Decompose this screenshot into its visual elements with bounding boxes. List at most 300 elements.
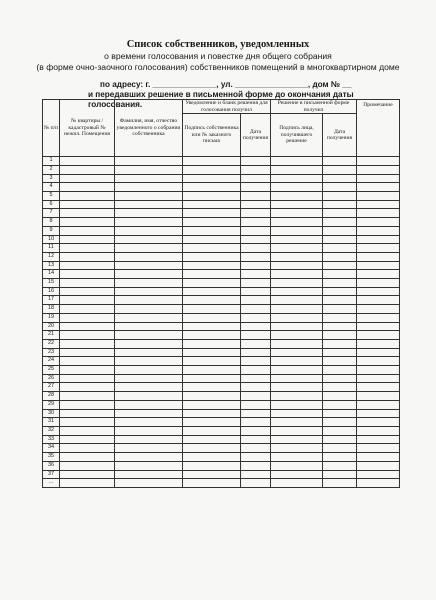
table-cell xyxy=(241,226,271,235)
table-cell xyxy=(241,218,271,227)
table-cell xyxy=(241,244,271,253)
table-cell xyxy=(357,479,400,488)
table-cell xyxy=(271,279,323,288)
table-cell xyxy=(115,374,183,383)
row-number: 9 xyxy=(43,226,60,235)
table-row xyxy=(43,313,400,322)
table-cell xyxy=(271,331,323,340)
table-cell xyxy=(357,226,400,235)
table-cell xyxy=(115,183,183,192)
row-number: 35 xyxy=(43,453,60,462)
table-cell xyxy=(115,418,183,427)
table-cell xyxy=(357,339,400,348)
table-cell xyxy=(60,444,115,453)
table-cell xyxy=(271,192,323,201)
table-cell xyxy=(60,339,115,348)
table-cell xyxy=(183,157,241,166)
table-cell xyxy=(241,426,271,435)
table-row xyxy=(43,470,400,479)
header-decision-group: Решение в письменной форме получил xyxy=(271,100,357,114)
row-number: 8 xyxy=(43,218,60,227)
table-row xyxy=(43,374,400,383)
table-cell xyxy=(60,383,115,392)
table-cell xyxy=(323,183,357,192)
row-number: 18 xyxy=(43,305,60,314)
table-cell xyxy=(183,392,241,401)
table-cell xyxy=(323,270,357,279)
table-cell xyxy=(357,174,400,183)
table-row xyxy=(43,383,400,392)
table-cell xyxy=(357,435,400,444)
table-cell xyxy=(241,305,271,314)
table-cell xyxy=(115,235,183,244)
header-decision-date: Дата получения xyxy=(323,114,357,157)
table-cell xyxy=(357,261,400,270)
table-cell xyxy=(241,183,271,192)
table-cell xyxy=(183,235,241,244)
table-cell xyxy=(357,252,400,261)
table-cell xyxy=(115,426,183,435)
table-cell xyxy=(323,287,357,296)
table-cell xyxy=(323,313,357,322)
table-cell xyxy=(357,392,400,401)
header-note: Примечание xyxy=(357,100,400,157)
table-cell xyxy=(357,244,400,253)
table-cell xyxy=(323,357,357,366)
table-cell xyxy=(60,287,115,296)
table-cell xyxy=(357,165,400,174)
table-cell xyxy=(60,426,115,435)
table-cell xyxy=(115,192,183,201)
table-cell xyxy=(183,426,241,435)
table-cell xyxy=(271,209,323,218)
row-number: 1 xyxy=(43,157,60,166)
table-cell xyxy=(271,226,323,235)
table-cell xyxy=(323,392,357,401)
table-cell xyxy=(357,470,400,479)
table-cell xyxy=(357,157,400,166)
table-cell xyxy=(115,279,183,288)
table-cell xyxy=(241,157,271,166)
table-cell xyxy=(60,305,115,314)
table-cell xyxy=(183,261,241,270)
table-cell xyxy=(323,209,357,218)
table-row xyxy=(43,174,400,183)
table-row xyxy=(43,444,400,453)
table-cell xyxy=(241,374,271,383)
table-cell xyxy=(60,322,115,331)
table-cell xyxy=(323,374,357,383)
table-cell xyxy=(241,287,271,296)
table-cell xyxy=(323,400,357,409)
table-row xyxy=(43,235,400,244)
table-row xyxy=(43,392,400,401)
table-cell xyxy=(115,313,183,322)
row-number: 12 xyxy=(43,252,60,261)
title-line-3: (в форме очно-заочного голосования) собственников помещений в многоквартирном доме xyxy=(36,62,400,72)
table-cell xyxy=(183,479,241,488)
table-row xyxy=(43,357,400,366)
table-cell xyxy=(115,252,183,261)
table-row xyxy=(43,296,400,305)
table-cell xyxy=(241,252,271,261)
row-number: 10 xyxy=(43,235,60,244)
table-cell xyxy=(183,331,241,340)
table-cell xyxy=(241,174,271,183)
row-number: 37 xyxy=(43,470,60,479)
table-cell xyxy=(323,200,357,209)
table-cell xyxy=(60,244,115,253)
table-cell xyxy=(323,322,357,331)
table-cell xyxy=(60,313,115,322)
table-cell xyxy=(357,348,400,357)
table-cell xyxy=(357,200,400,209)
table-cell xyxy=(271,479,323,488)
table-cell xyxy=(115,296,183,305)
table-cell xyxy=(183,435,241,444)
table-row xyxy=(43,409,400,418)
title-line-2: о времени голосования и повестке дня общего собрания xyxy=(104,51,332,61)
table-cell xyxy=(183,444,241,453)
table-row xyxy=(43,400,400,409)
table-cell xyxy=(271,261,323,270)
table-cell xyxy=(241,209,271,218)
table-cell xyxy=(271,366,323,375)
table-cell xyxy=(183,400,241,409)
row-number: 27 xyxy=(43,383,60,392)
table-cell xyxy=(183,209,241,218)
table-row xyxy=(43,418,400,427)
header-decision-signature: Подпись лица, получившего решение xyxy=(271,114,323,157)
table-cell xyxy=(60,392,115,401)
table-cell xyxy=(357,218,400,227)
table-row xyxy=(43,209,400,218)
table-row xyxy=(43,331,400,340)
table-cell xyxy=(60,261,115,270)
table-cell xyxy=(183,374,241,383)
table-cell xyxy=(271,165,323,174)
table-cell xyxy=(323,226,357,235)
table-cell xyxy=(271,183,323,192)
table-cell xyxy=(241,235,271,244)
table-cell xyxy=(241,453,271,462)
table-cell xyxy=(357,400,400,409)
table-cell xyxy=(323,305,357,314)
table-cell xyxy=(115,435,183,444)
table-cell xyxy=(115,226,183,235)
table-row xyxy=(43,270,400,279)
table-cell xyxy=(357,453,400,462)
table-cell xyxy=(60,418,115,427)
table-cell xyxy=(323,218,357,227)
table-cell xyxy=(241,296,271,305)
table-row xyxy=(43,287,400,296)
table-cell xyxy=(183,183,241,192)
table-cell xyxy=(115,200,183,209)
table-cell xyxy=(323,165,357,174)
table-cell xyxy=(271,244,323,253)
table-cell xyxy=(60,165,115,174)
row-number: ... xyxy=(43,479,60,488)
table-cell xyxy=(323,366,357,375)
row-number: 16 xyxy=(43,287,60,296)
table-cell xyxy=(115,244,183,253)
row-number: 32 xyxy=(43,426,60,435)
table-cell xyxy=(357,383,400,392)
table-row xyxy=(43,453,400,462)
table-cell xyxy=(60,296,115,305)
table-cell xyxy=(357,305,400,314)
row-number: 6 xyxy=(43,200,60,209)
table-row xyxy=(43,461,400,470)
table-cell xyxy=(115,174,183,183)
table-cell xyxy=(60,270,115,279)
table-cell xyxy=(323,426,357,435)
table-row xyxy=(43,157,400,166)
table-cell xyxy=(183,252,241,261)
table-cell xyxy=(323,453,357,462)
table-cell xyxy=(60,409,115,418)
row-number: 14 xyxy=(43,270,60,279)
table-row xyxy=(43,339,400,348)
table-cell xyxy=(241,461,271,470)
table-cell xyxy=(323,261,357,270)
table-cell xyxy=(60,331,115,340)
table-cell xyxy=(241,322,271,331)
table-cell xyxy=(115,479,183,488)
table-cell xyxy=(323,192,357,201)
table-cell xyxy=(357,426,400,435)
table-cell xyxy=(60,226,115,235)
table-cell xyxy=(183,322,241,331)
table-cell xyxy=(271,252,323,261)
table-cell xyxy=(183,174,241,183)
table-row xyxy=(43,226,400,235)
table-cell xyxy=(271,174,323,183)
table-cell xyxy=(241,331,271,340)
table-cell xyxy=(183,244,241,253)
table-cell xyxy=(241,270,271,279)
row-number: 22 xyxy=(43,339,60,348)
table-cell xyxy=(115,383,183,392)
table-cell xyxy=(115,392,183,401)
table-row xyxy=(43,183,400,192)
table-row xyxy=(43,479,400,488)
table-cell xyxy=(115,261,183,270)
table-cell xyxy=(115,400,183,409)
table-cell xyxy=(271,453,323,462)
table-cell xyxy=(60,209,115,218)
table-cell xyxy=(60,252,115,261)
document-title xyxy=(0,38,436,73)
table-row xyxy=(43,322,400,331)
table-row xyxy=(43,279,400,288)
table-cell xyxy=(183,296,241,305)
table-cell xyxy=(323,409,357,418)
row-number: 20 xyxy=(43,322,60,331)
table-cell xyxy=(271,383,323,392)
table-row xyxy=(43,261,400,270)
table-cell xyxy=(323,279,357,288)
table-cell xyxy=(323,348,357,357)
row-number: 7 xyxy=(43,209,60,218)
table-cell xyxy=(115,157,183,166)
table-cell xyxy=(115,305,183,314)
header-apartment: № квартиры / кадастровый № нежил. Помещения xyxy=(60,100,115,157)
table-cell xyxy=(271,400,323,409)
table-cell xyxy=(115,409,183,418)
table-row xyxy=(43,218,400,227)
row-number: 34 xyxy=(43,444,60,453)
table-cell xyxy=(357,418,400,427)
table-cell xyxy=(271,348,323,357)
table-cell xyxy=(271,435,323,444)
table-cell xyxy=(183,270,241,279)
table-cell xyxy=(60,157,115,166)
table-cell xyxy=(241,479,271,488)
table-cell xyxy=(183,192,241,201)
table-cell xyxy=(323,444,357,453)
table-row xyxy=(43,192,400,201)
table-cell xyxy=(323,252,357,261)
table-cell xyxy=(115,218,183,227)
table-cell xyxy=(357,192,400,201)
table-cell xyxy=(241,261,271,270)
table-cell xyxy=(271,157,323,166)
table-cell xyxy=(323,331,357,340)
table-cell xyxy=(115,339,183,348)
table-cell xyxy=(60,470,115,479)
address-line: по адресу: г. ______________, ул. ________________, дом № __ xyxy=(100,80,352,89)
row-number: 3 xyxy=(43,174,60,183)
table-cell xyxy=(323,174,357,183)
table-cell xyxy=(357,461,400,470)
table-cell xyxy=(241,366,271,375)
table-cell xyxy=(183,418,241,427)
table-cell xyxy=(60,192,115,201)
row-number: 2 xyxy=(43,165,60,174)
table-cell xyxy=(323,461,357,470)
row-number: 26 xyxy=(43,374,60,383)
table-cell xyxy=(357,374,400,383)
table-cell xyxy=(357,366,400,375)
table-cell xyxy=(323,157,357,166)
table-cell xyxy=(60,348,115,357)
table-cell xyxy=(241,279,271,288)
row-number: 21 xyxy=(43,331,60,340)
row-number: 25 xyxy=(43,366,60,375)
table-cell xyxy=(60,400,115,409)
table-cell xyxy=(115,453,183,462)
table-cell xyxy=(115,331,183,340)
table-cell xyxy=(115,461,183,470)
table-cell xyxy=(323,435,357,444)
table-cell xyxy=(183,305,241,314)
header-num: № п/п xyxy=(43,100,60,157)
table-cell xyxy=(183,200,241,209)
table-cell xyxy=(271,470,323,479)
table-cell xyxy=(183,366,241,375)
table-cell xyxy=(183,165,241,174)
table-cell xyxy=(183,383,241,392)
table-cell xyxy=(357,296,400,305)
table-cell xyxy=(357,313,400,322)
table-cell xyxy=(323,470,357,479)
table-cell xyxy=(241,165,271,174)
row-number: 13 xyxy=(43,261,60,270)
table-cell xyxy=(115,444,183,453)
table-cell xyxy=(357,279,400,288)
table-cell xyxy=(241,192,271,201)
table-cell xyxy=(357,287,400,296)
table-cell xyxy=(357,183,400,192)
table-cell xyxy=(60,435,115,444)
row-number: 28 xyxy=(43,392,60,401)
table-cell xyxy=(241,470,271,479)
table-cell xyxy=(271,461,323,470)
table-cell xyxy=(357,209,400,218)
table-row xyxy=(43,426,400,435)
table-cell xyxy=(183,453,241,462)
row-number: 15 xyxy=(43,279,60,288)
row-number: 17 xyxy=(43,296,60,305)
table-cell xyxy=(60,200,115,209)
table-cell xyxy=(115,322,183,331)
table-cell xyxy=(60,279,115,288)
table-cell xyxy=(241,348,271,357)
table-cell xyxy=(357,409,400,418)
table-cell xyxy=(241,435,271,444)
table-cell xyxy=(323,383,357,392)
table-cell xyxy=(60,366,115,375)
table-cell xyxy=(271,392,323,401)
header-notice-signature: Подпись собственника или № заказного письма xyxy=(183,114,241,157)
table-cell xyxy=(271,296,323,305)
header-notice-date: Дата получения xyxy=(241,114,271,157)
table-cell xyxy=(60,235,115,244)
table-cell xyxy=(323,244,357,253)
table-cell xyxy=(60,374,115,383)
table-cell xyxy=(271,200,323,209)
table-cell xyxy=(115,470,183,479)
table-cell xyxy=(323,296,357,305)
table-cell xyxy=(60,479,115,488)
table-cell xyxy=(271,218,323,227)
owners-table xyxy=(42,99,400,488)
table-cell xyxy=(115,270,183,279)
table-cell xyxy=(241,392,271,401)
table-cell xyxy=(357,322,400,331)
table-row xyxy=(43,435,400,444)
row-number: 30 xyxy=(43,409,60,418)
table-cell xyxy=(241,357,271,366)
table-cell xyxy=(241,383,271,392)
title-line-1: Список собственников, уведомленных xyxy=(126,39,310,50)
table-row xyxy=(43,165,400,174)
table-cell xyxy=(271,313,323,322)
table-cell xyxy=(60,218,115,227)
row-number: 36 xyxy=(43,461,60,470)
table-cell xyxy=(115,348,183,357)
table-cell xyxy=(183,470,241,479)
table-cell xyxy=(183,218,241,227)
table-cell xyxy=(183,279,241,288)
row-number: 11 xyxy=(43,244,60,253)
table-cell xyxy=(271,235,323,244)
address-line-2: и передавших решение в письменной форме до окончания даты голосования. xyxy=(88,90,354,109)
table-cell xyxy=(271,270,323,279)
table-cell xyxy=(357,357,400,366)
